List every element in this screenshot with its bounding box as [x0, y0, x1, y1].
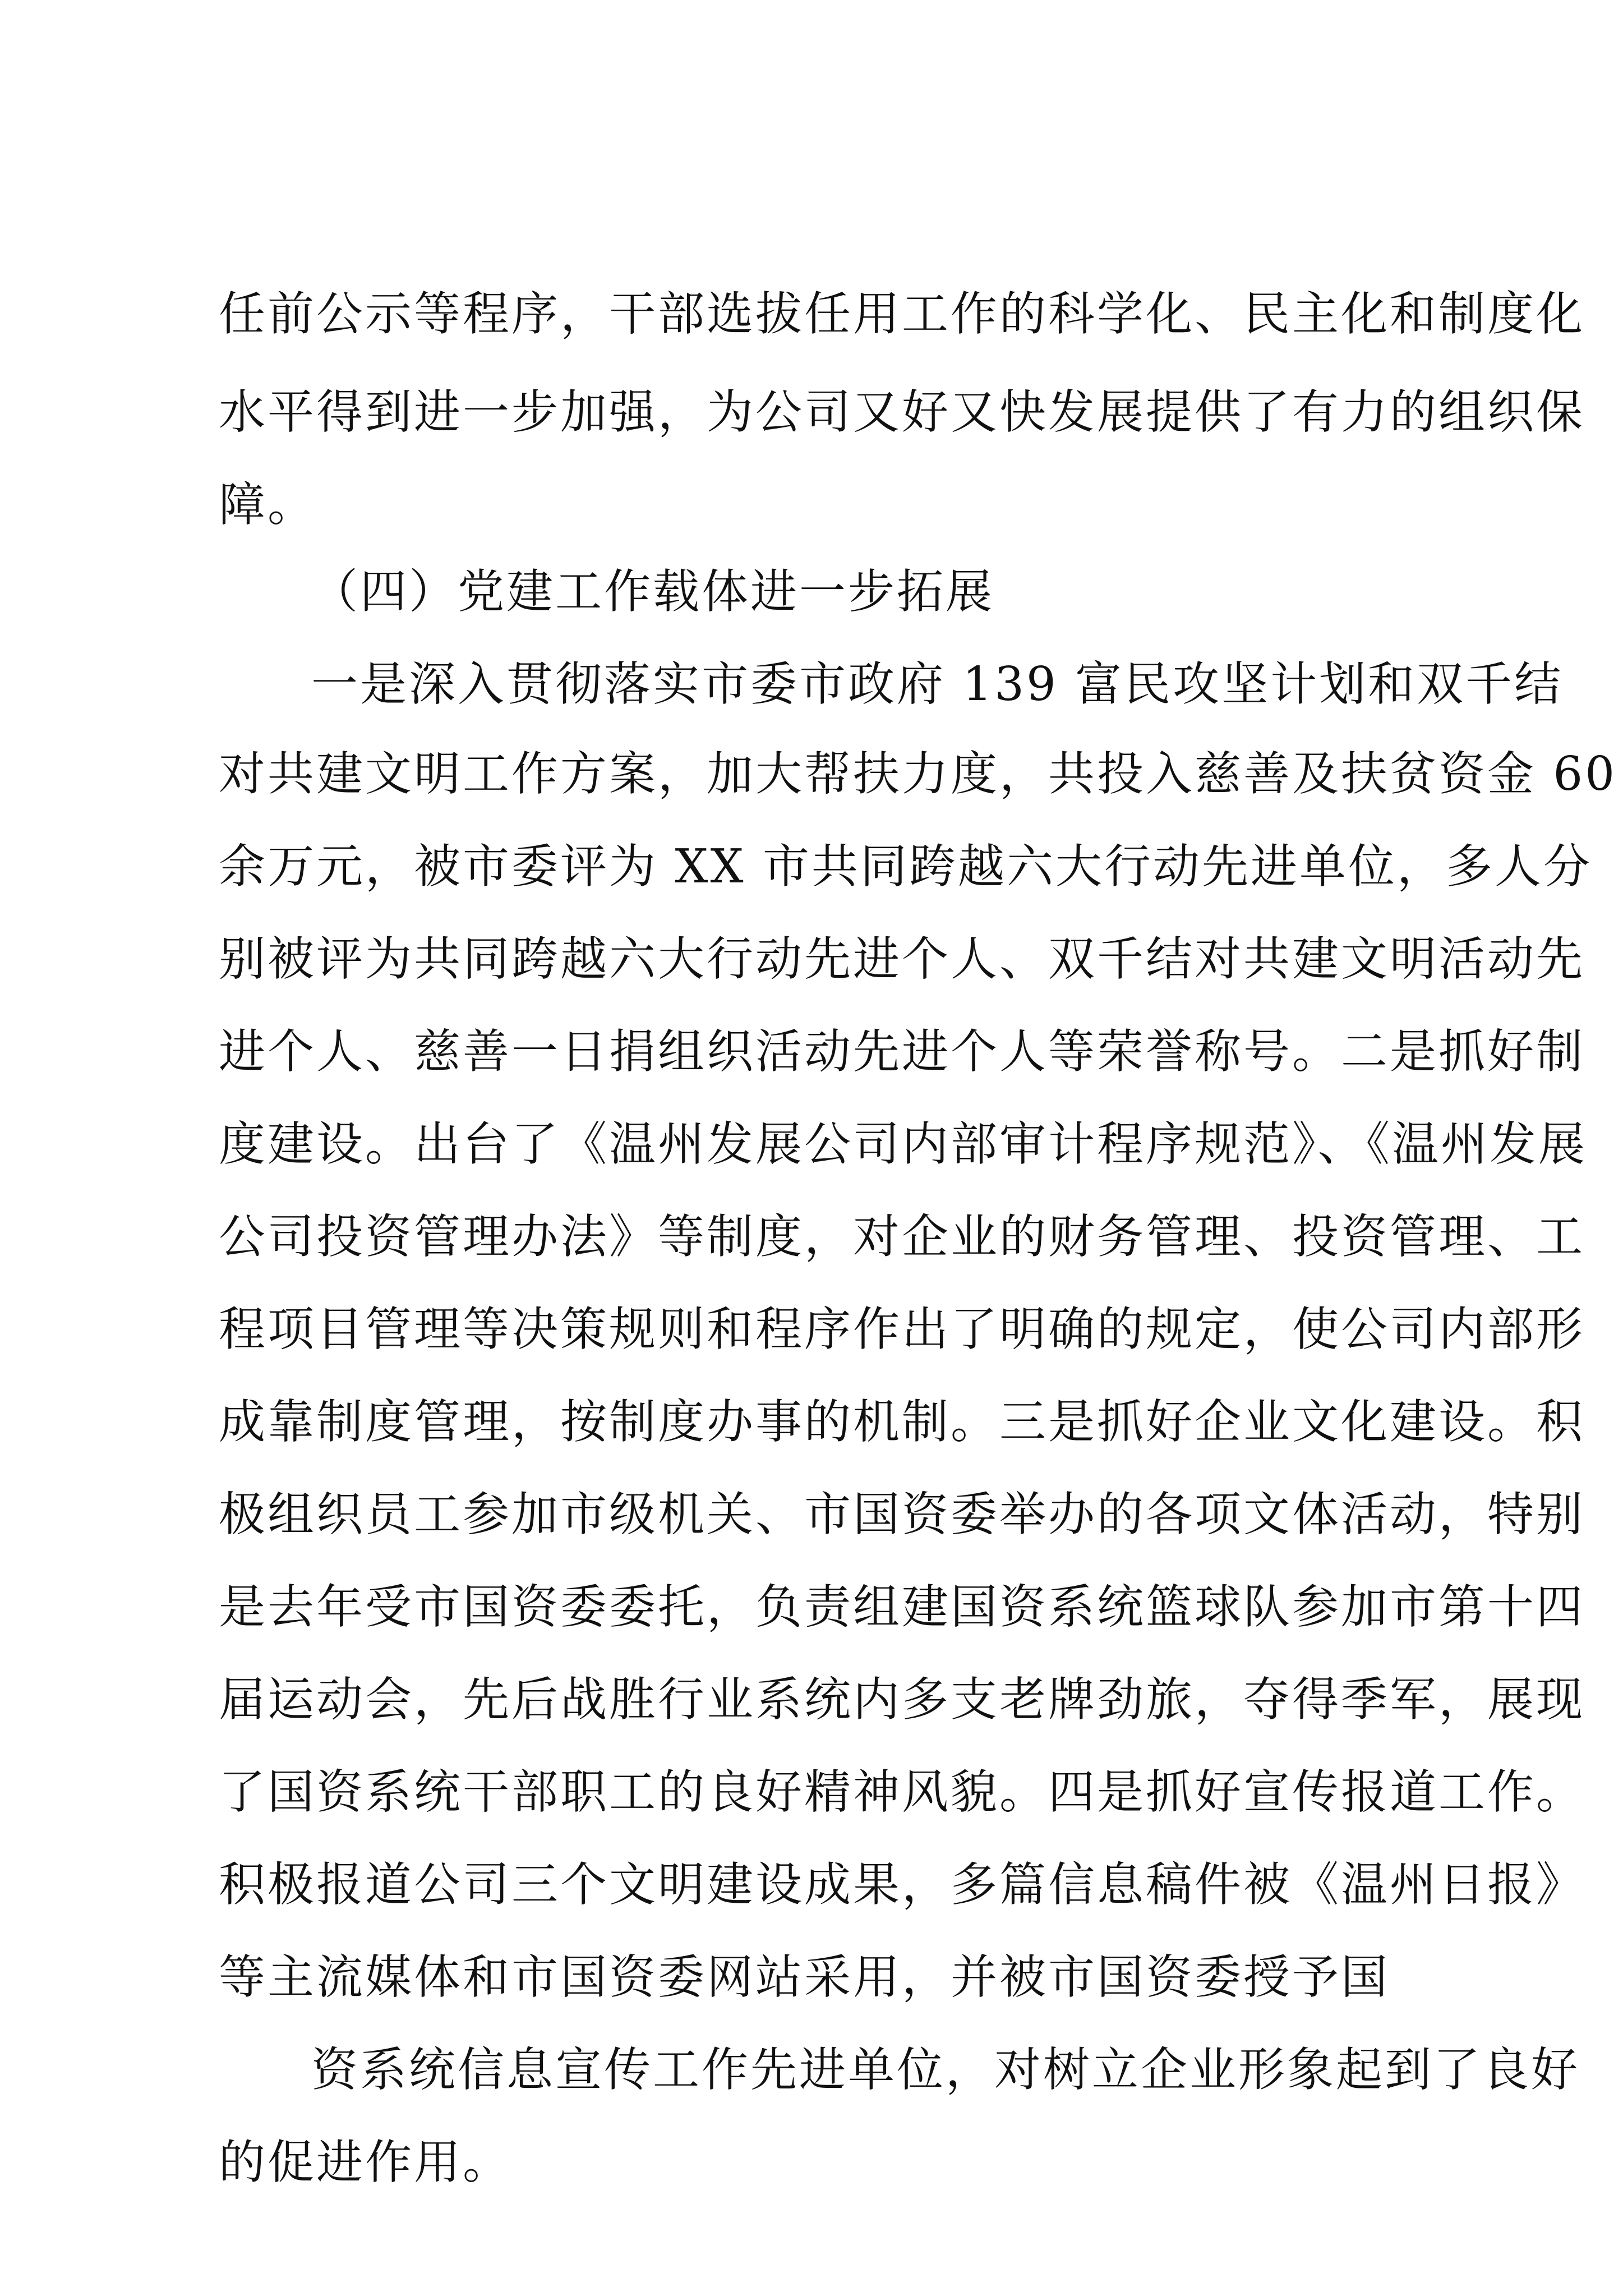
- paragraph-line: 程项目管理等决策规则和程序作出了明确的规定，使公司内部形: [219, 1302, 1585, 1356]
- paragraph-line: 别被评为共同跨越六大行动先进个人、双千结对共建文明活动先: [219, 932, 1585, 986]
- paragraph-line: 障。: [219, 477, 316, 532]
- paragraph-line: 公司投资管理办法》等制度，对企业的财务管理、投资管理、工: [219, 1209, 1585, 1264]
- paragraph-line: 成靠制度管理，按制度办事的机制。三是抓好企业文化建设。积: [219, 1395, 1585, 1449]
- paragraph-line: 余万元，被市委评为 XX 市共同跨越六大行动先进单位，多人分: [219, 839, 1592, 894]
- paragraph-line: 对共建文明工作方案，加大帮扶力度，共投入慈善及扶贫资金 60: [219, 747, 1617, 801]
- paragraph-line: 进个人、慈善一日捐组织活动先进个人等荣誉称号。二是抓好制: [219, 1024, 1585, 1079]
- paragraph-line: 了国资系统干部职工的良好精神风貌。四是抓好宣传报道工作。: [219, 1765, 1585, 1819]
- paragraph-line: 的促进作用。: [219, 2135, 511, 2189]
- paragraph-line: 等主流媒体和市国资委网站采用，并被市国资委授予国: [219, 1950, 1390, 2004]
- section-heading: （四）党建工作载体进一步拓展: [311, 564, 994, 619]
- paragraph-line: 一是深入贯彻落实市委市政府 139 富民攻坚计划和双千结: [311, 657, 1564, 711]
- paragraph-line: 度建设。出台了《温州发展公司内部审计程序规范》、《温州发展: [219, 1117, 1587, 1171]
- paragraph-line: 极组织员工参加市级机关、市国资委举办的各项文体活动，特别: [219, 1487, 1585, 1542]
- paragraph-line: 积极报道公司三个文明建设成果，多篇信息稿件被《温州日报》: [219, 1857, 1585, 1912]
- paragraph-line: 水平得到进一步加强，为公司又好又快发展提供了有力的组织保: [219, 385, 1585, 439]
- paragraph-line: 任前公示等程序，干部选拔任用工作的科学化、民主化和制度化: [219, 287, 1585, 341]
- paragraph-line: 届运动会，先后战胜行业系统内多支老牌劲旅，夺得季军，展现: [219, 1672, 1585, 1727]
- paragraph-line: 是去年受市国资委委托，负责组建国资系统篮球队参加市第十四: [219, 1580, 1585, 1634]
- paragraph-line: 资系统信息宣传工作先进单位，对树立企业形象起到了良好: [311, 2042, 1580, 2097]
